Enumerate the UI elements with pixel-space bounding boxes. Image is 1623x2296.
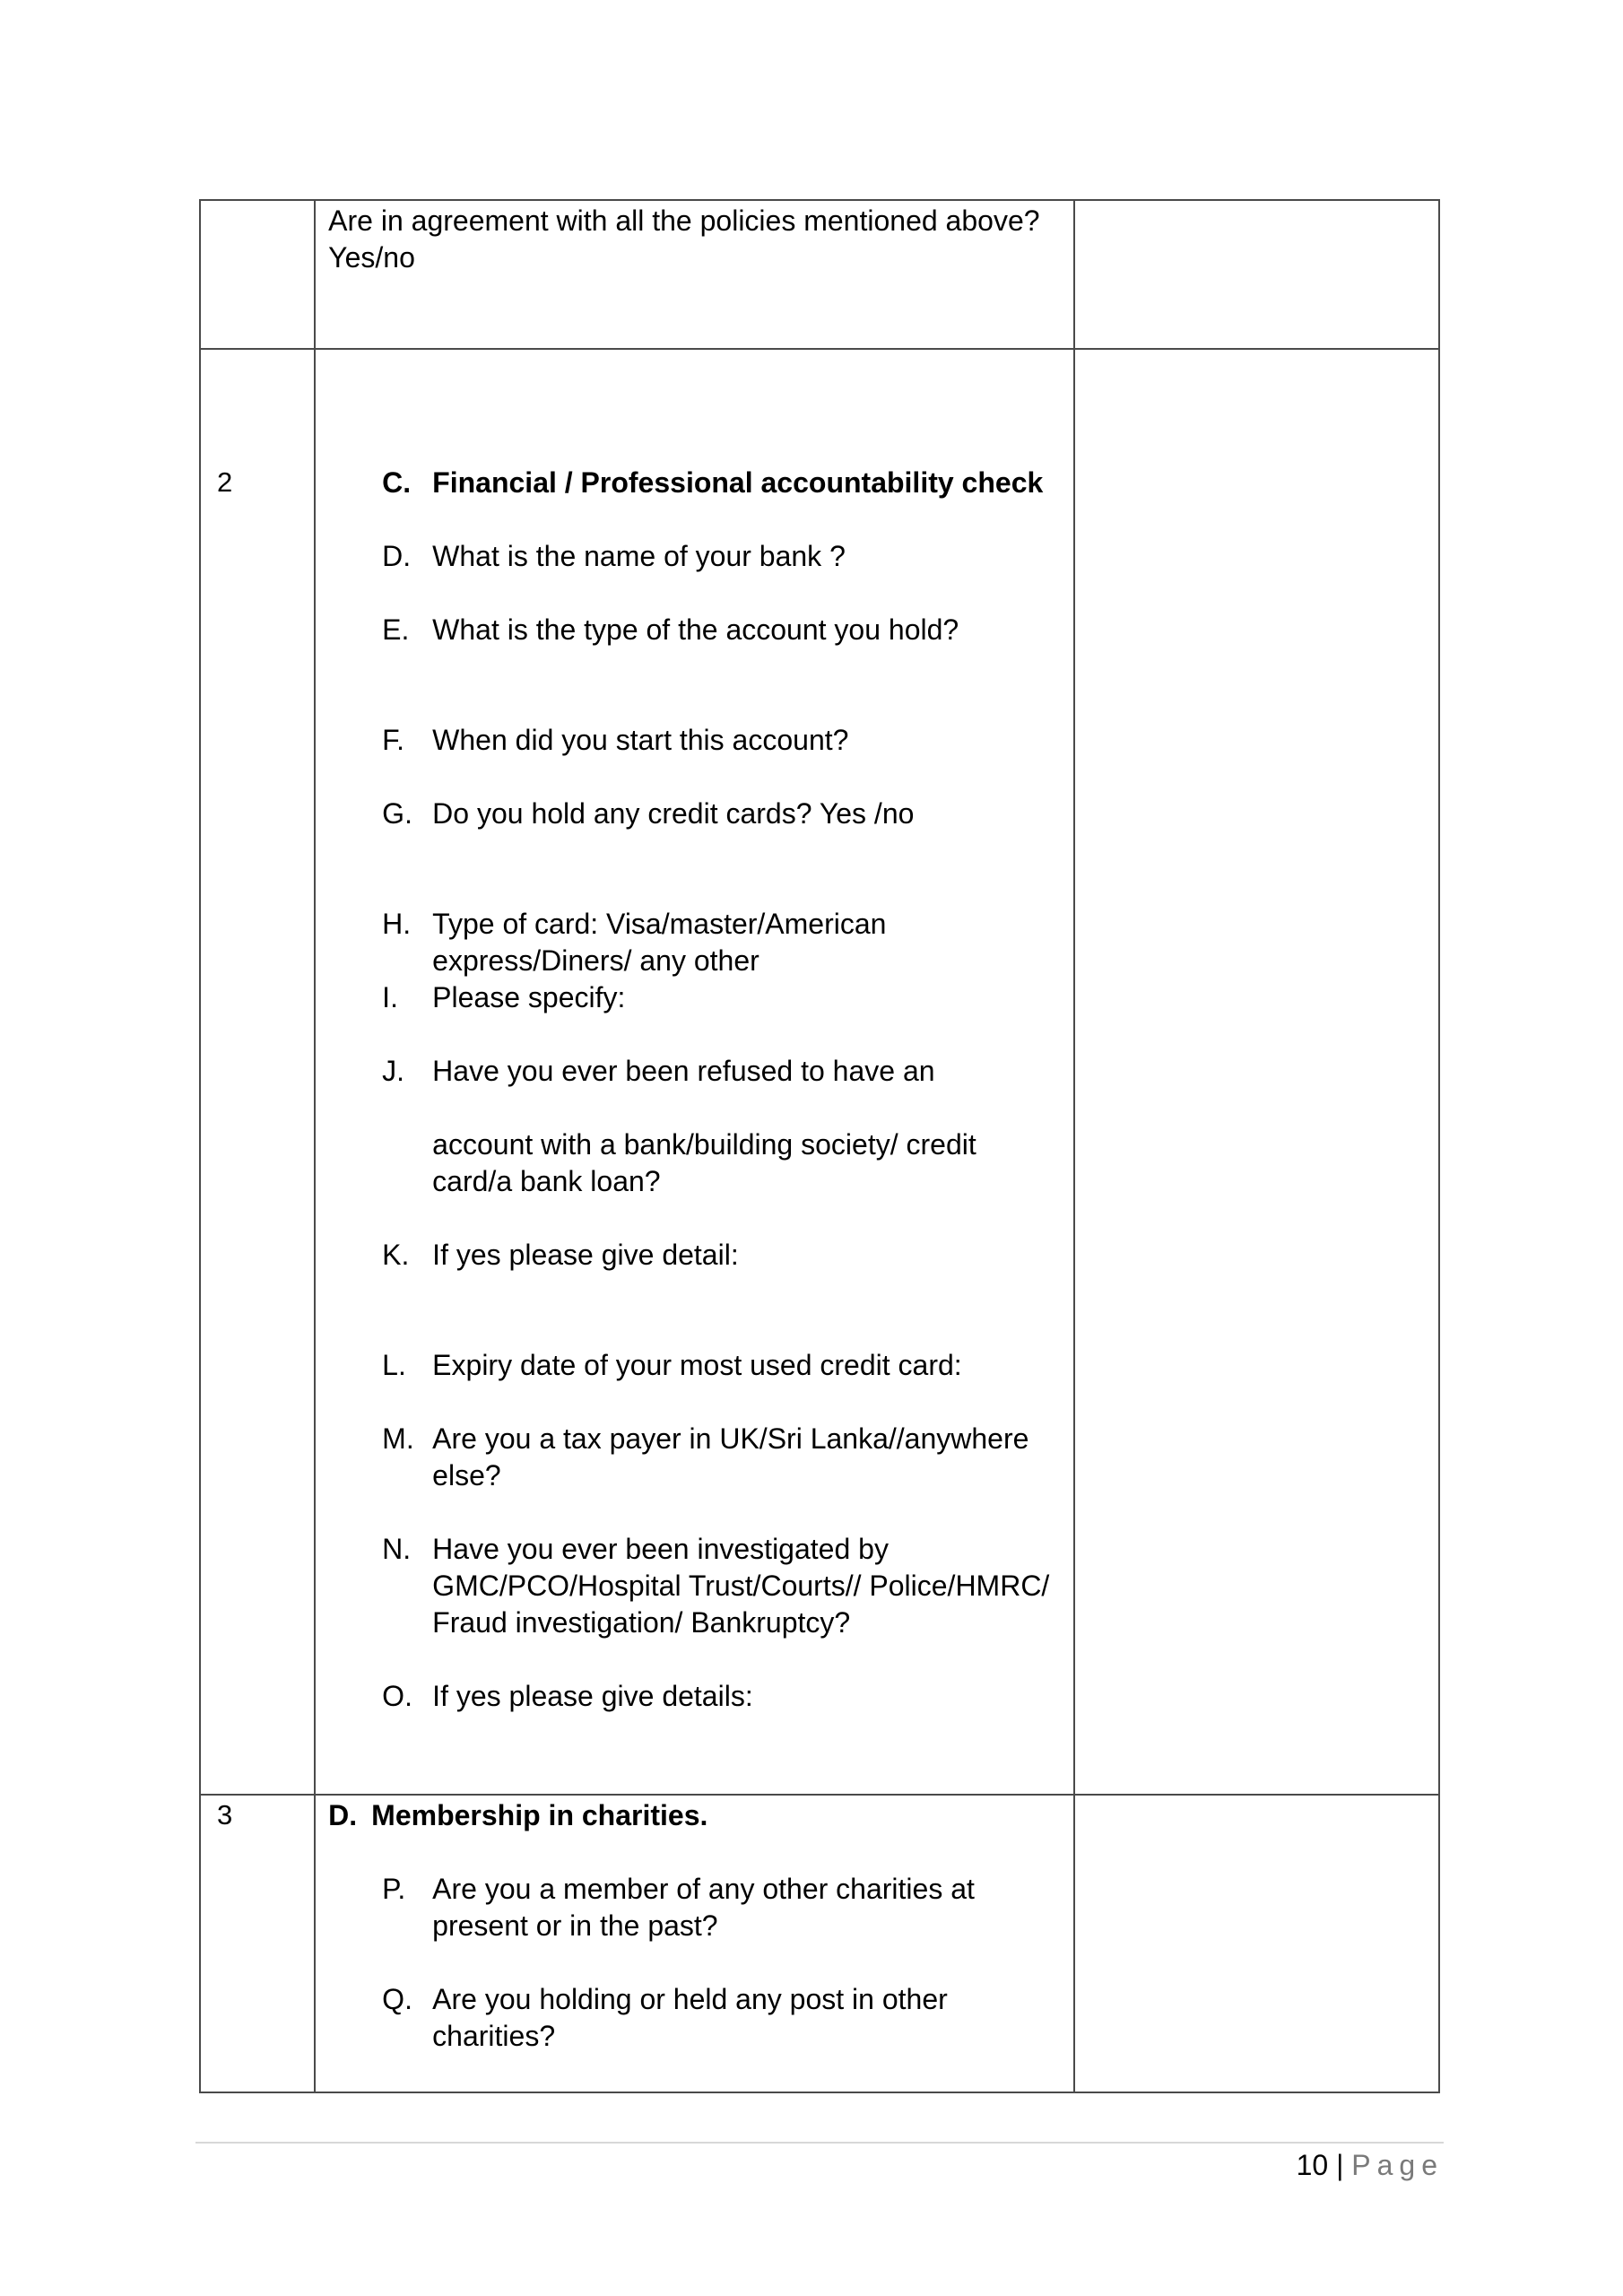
list-item-d: D. What is the name of your bank ?	[382, 540, 846, 572]
list-item-j: J. Have you ever been refused to have an	[382, 1055, 935, 1087]
row-number-cell	[200, 1795, 315, 2092]
list-item-e: E. What is the type of the account you hold?	[382, 613, 959, 646]
answer-cell[interactable]	[1074, 349, 1439, 1795]
page-label: Page	[1351, 2149, 1444, 2181]
list-item-m: M. Are you a tax payer in UK/Sri Lanka//anywhere else?	[382, 1422, 1029, 1492]
table-row	[200, 200, 1439, 349]
question-cell	[315, 1795, 1074, 2092]
list-item-f: F. When did you start this account?	[382, 724, 849, 756]
list-item-n: N. Have you ever been investigated by GMC/PCO/Hospital Trust/Courts// Police/HMRC/ Fraud investigation/ Bankruptcy?	[382, 1533, 1050, 1639]
list-item-l: L. Expiry date of your most used credit card:	[382, 1349, 962, 1381]
list-item-q: Q. Are you holding or held any post in other charities?	[382, 1983, 948, 2052]
questionnaire-table	[199, 199, 1440, 2093]
list-item-k: K. If yes please give detail:	[382, 1239, 739, 1271]
page-number: 10	[1296, 2149, 1329, 2181]
list-item-j-continued: account with a bank/building society/ credit card/a bank loan?	[432, 1128, 976, 1197]
row-number: 2	[217, 466, 233, 498]
question-cell	[315, 200, 1074, 349]
list-item-c: C. Financial / Professional accountability check	[382, 466, 1044, 499]
footer-separator: |	[1336, 2149, 1344, 2181]
list-item-g: G. Do you hold any credit cards? Yes /no	[382, 797, 915, 830]
list-item-p: P. Are you a member of any other charities at present or in the past?	[382, 1873, 975, 1942]
answer-cell[interactable]	[1074, 200, 1439, 349]
question-line: Are in agreement with all the policies mentioned above?	[328, 204, 1040, 237]
footer-divider	[195, 2142, 1444, 2144]
question-cell	[315, 349, 1074, 1795]
row-number-cell	[200, 200, 315, 349]
page-footer	[1297, 2145, 1444, 2185]
question-line: Yes/no	[328, 241, 415, 274]
row-number: 3	[217, 1799, 233, 1831]
list-item-h: H. Type of card: Visa/master/American express/Diners/ any other	[382, 908, 887, 977]
answer-cell[interactable]	[1074, 1795, 1439, 2092]
list-item-o: O. If yes please give details:	[382, 1680, 753, 1712]
table-row	[200, 349, 1439, 1795]
section-heading: D. Membership in charities.	[328, 1799, 708, 1831]
table-row	[200, 1795, 1439, 2092]
list-item-i: I. Please specify:	[382, 981, 626, 1013]
